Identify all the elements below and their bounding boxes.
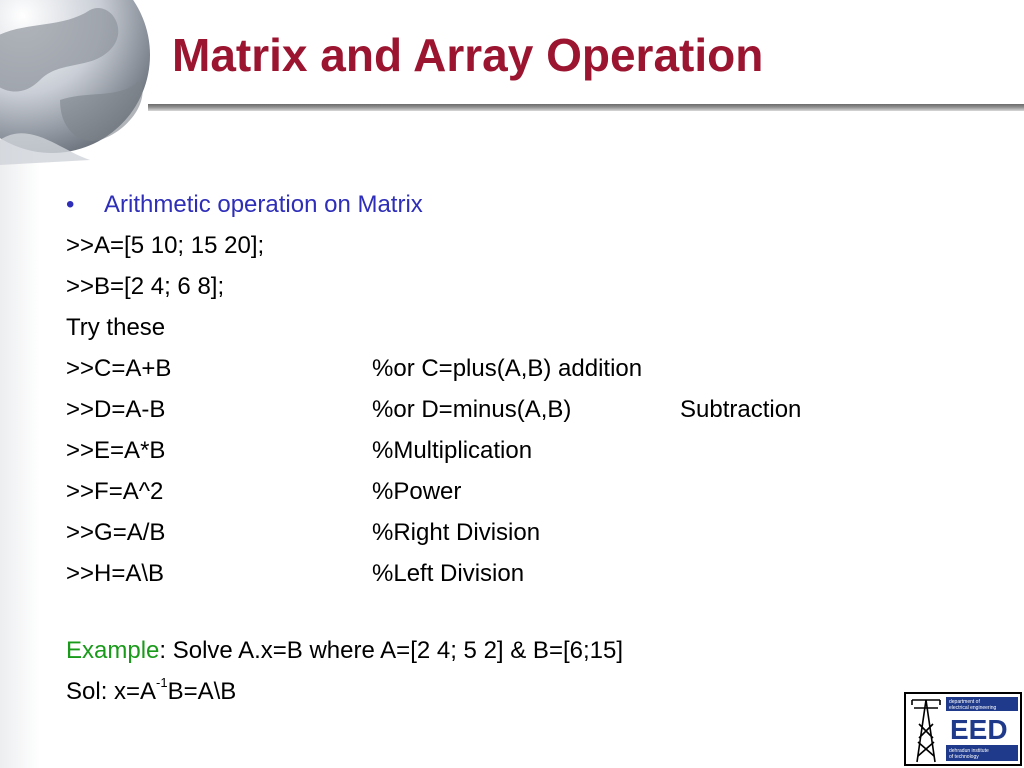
operation-command: >>F=A^2 (66, 478, 164, 505)
operation-comment: %Power (372, 478, 462, 505)
example-line (66, 630, 966, 671)
operation-command: >>G=A/B (66, 519, 166, 546)
operation-comment: %Multiplication (372, 437, 533, 464)
solution-line (66, 671, 966, 712)
bullet-text: Arithmetic operation on Matrix (104, 191, 423, 218)
operation-row (66, 471, 966, 512)
operation-row (66, 553, 966, 594)
eed-logo (904, 692, 1022, 766)
operation-row (66, 430, 966, 471)
operation-command: >>E=A*B (66, 437, 166, 464)
example-label: Example (66, 637, 160, 664)
example-text: : Solve A.x=B where A=[2 4; 5 2] & B=[6;15] (159, 637, 624, 664)
svg-text:electrical engineering: electrical engineering (949, 705, 997, 711)
solution-prefix: Sol: x=A (66, 678, 157, 705)
operation-row (66, 389, 966, 430)
slide-title: Matrix and Array Operation (172, 29, 764, 81)
operation-command: >>C=A+B (66, 355, 172, 382)
try-these-line: Try these (66, 314, 166, 341)
title-divider (148, 104, 1024, 111)
logo-main-text: EED (950, 714, 1008, 745)
power-tower-icon (912, 700, 940, 762)
logo-bottom-text: dehradun institute (949, 748, 989, 754)
solution-suffix: B=A\B (167, 678, 237, 705)
globe-graphic (0, 0, 165, 165)
operation-comment-extra: Subtraction (680, 396, 802, 423)
bullet-icon: • (66, 191, 75, 218)
define-a-line: >>A=[5 10; 15 20]; (66, 232, 265, 259)
operation-row (66, 512, 966, 553)
operation-command: >>D=A-B (66, 396, 166, 423)
define-b-line: >>B=[2 4; 6 8]; (66, 273, 225, 300)
solution-superscript: -1 (156, 675, 168, 690)
bullet-item (66, 184, 966, 225)
operation-comment: %Right Division (372, 519, 541, 546)
operation-comment: %or C=plus(A,B) addition (372, 355, 643, 382)
logo-top-text: department of (949, 699, 980, 705)
slide-content (66, 184, 966, 712)
svg-text:of technology: of technology (949, 754, 979, 760)
operation-command: >>H=A\B (66, 560, 165, 587)
operation-comment: %Left Division (372, 560, 525, 587)
operation-row (66, 348, 966, 389)
operation-comment: %or D=minus(A,B) (372, 396, 572, 423)
blank-spacer (66, 594, 966, 630)
